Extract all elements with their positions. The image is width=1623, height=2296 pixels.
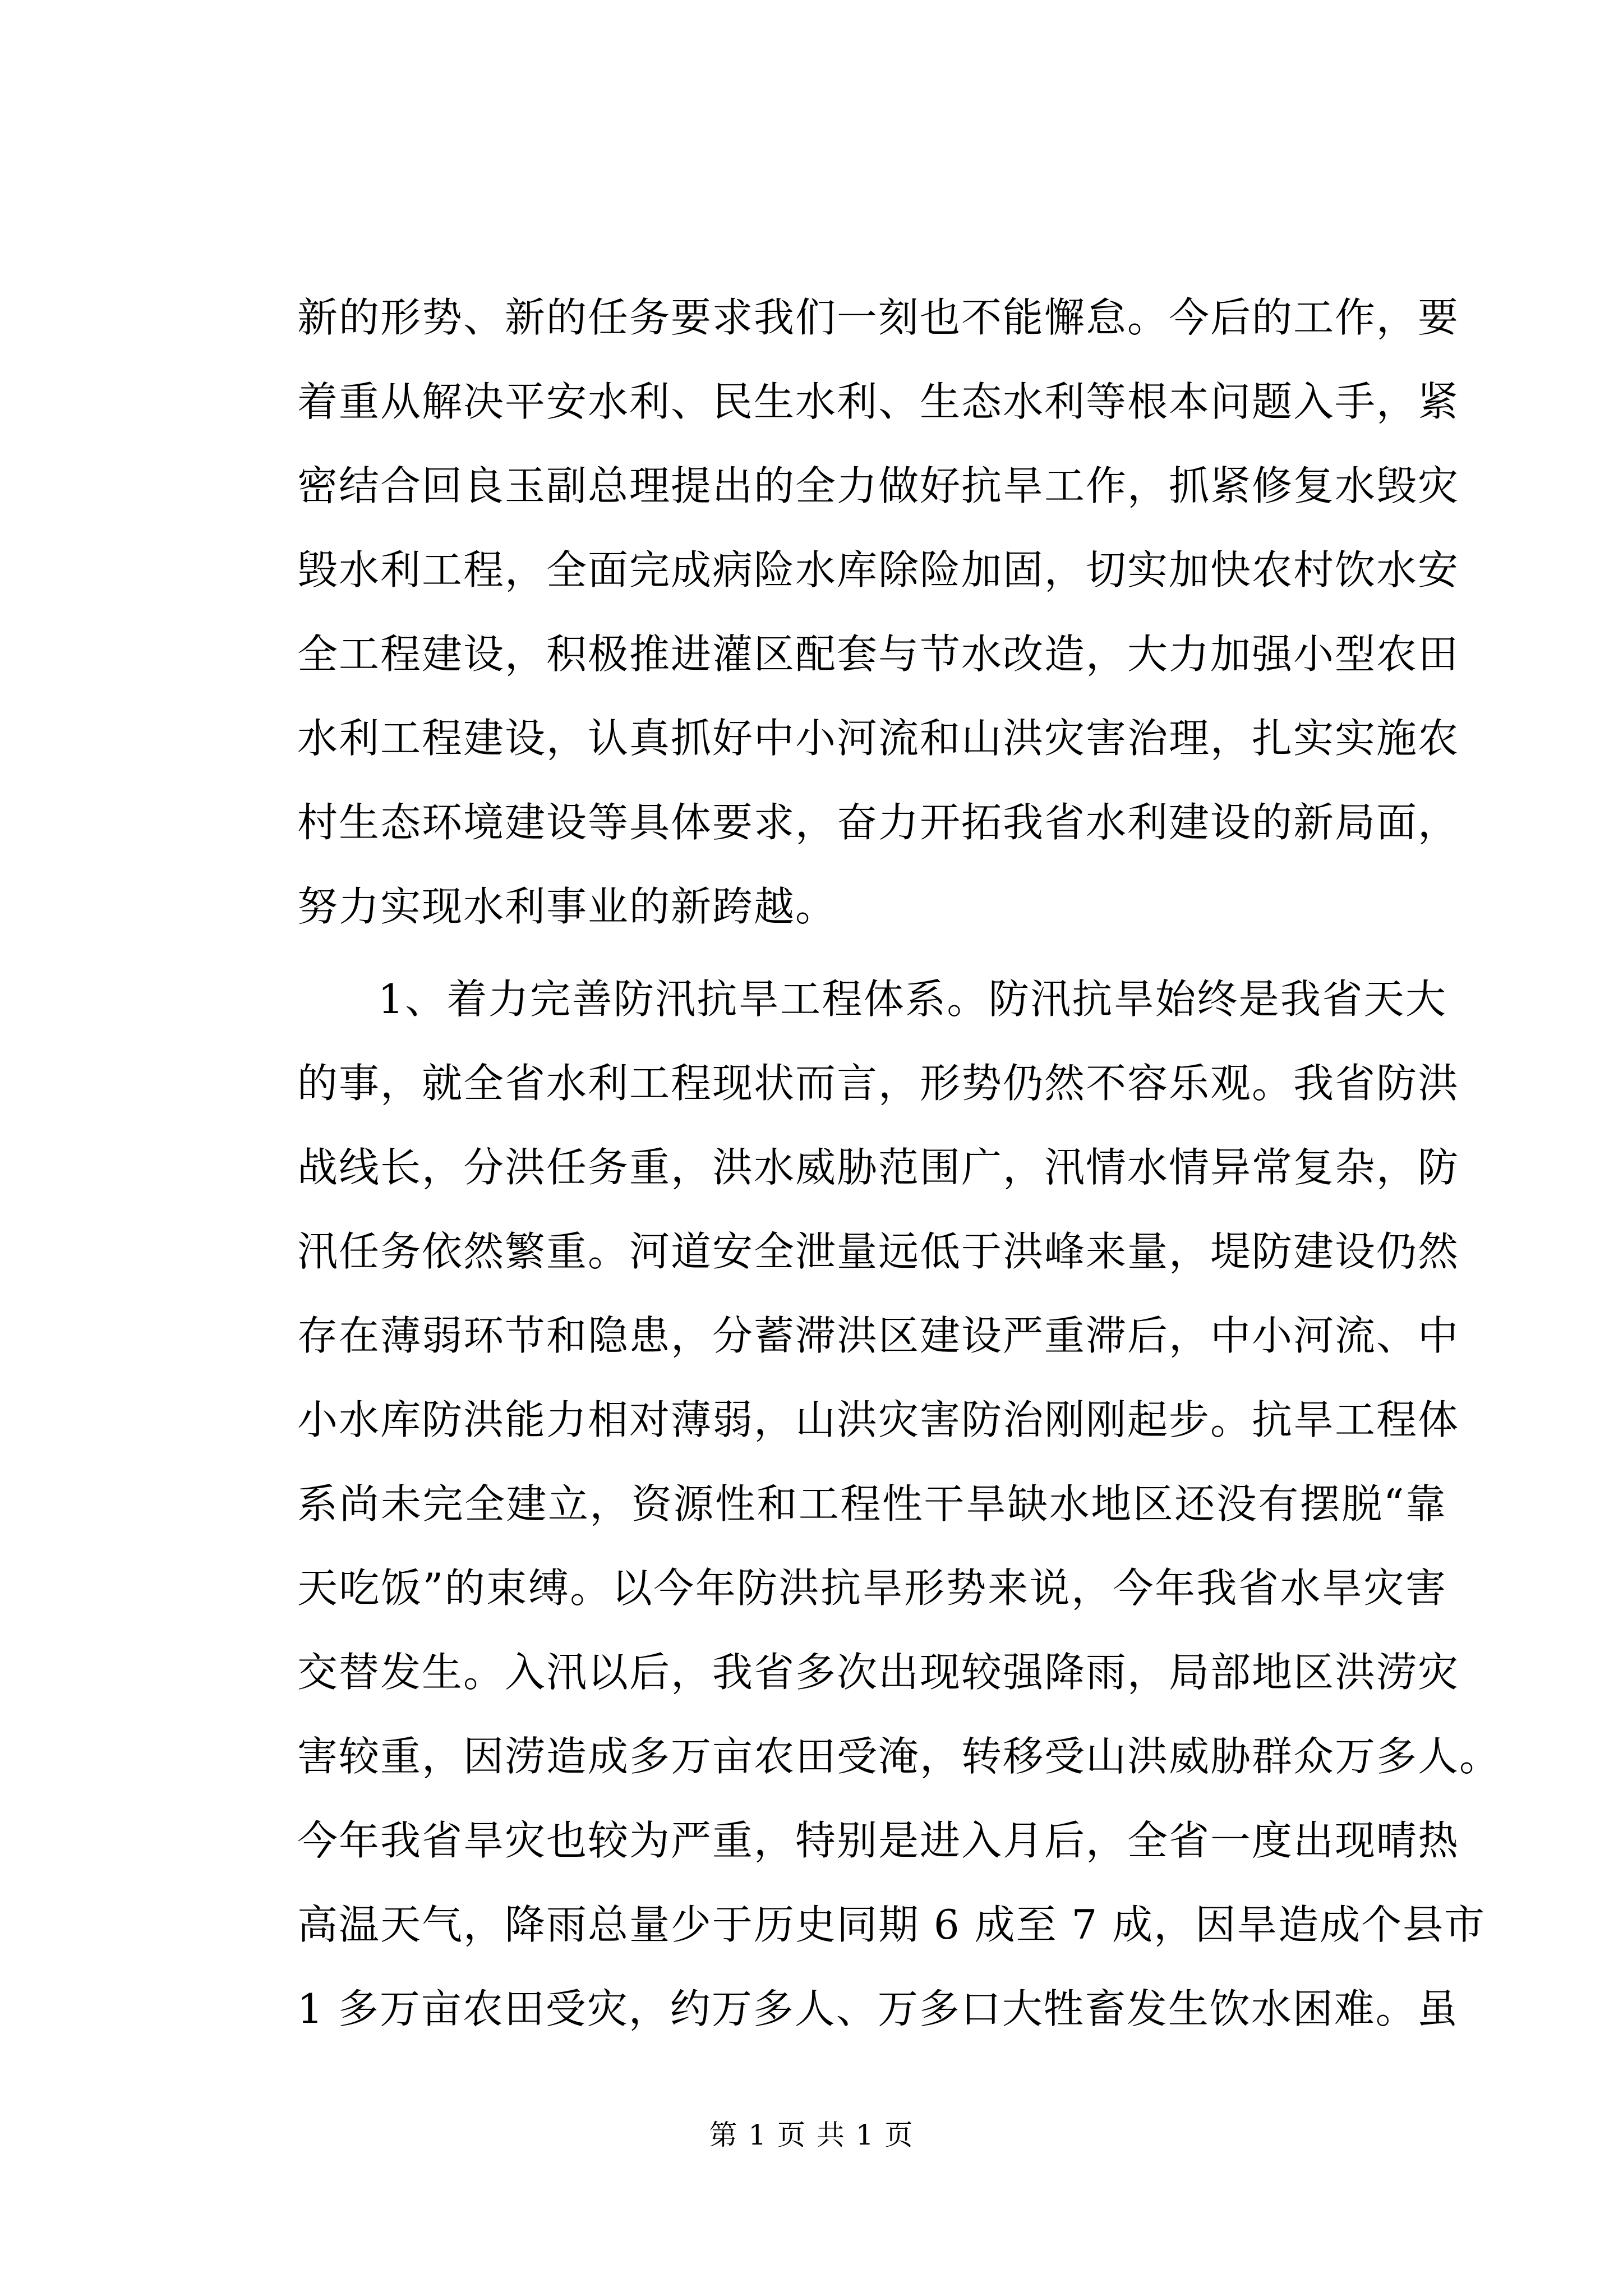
- text-line: 高温天气，降雨总量少于历史同期 6 成至 7 成，因旱造成个县市: [297, 1901, 1486, 1948]
- text-line: 系尚未完全建立，资源性和工程性干旱缺水地区还没有摆脱“靠: [297, 1480, 1447, 1527]
- text-line: 的事，就全省水利工程现状而言，形势仍然不容乐观。我省防洪: [297, 1060, 1460, 1107]
- text-line: 全工程建设，积极推进灌区配套与节水改造，大力加强小型农田: [297, 631, 1460, 678]
- text-line: 水利工程建设，认真抓好中小河流和山洪灾害治理，扎实实施农: [297, 715, 1460, 762]
- text-line: 1、着力完善防汛抗旱工程体系。防汛抗旱始终是我省天大: [378, 976, 1447, 1023]
- text-line: 新的形势、新的任务要求我们一刻也不能懈怠。今后的工作，要: [297, 294, 1460, 341]
- text-line: 汛任务依然繁重。河道安全泄量远低于洪峰来量，堤防建设仍然: [297, 1228, 1460, 1275]
- text-line: 存在薄弱环节和隐患，分蓄滞洪区建设严重滞后，中小河流、中: [297, 1312, 1460, 1359]
- text-line: 1 多万亩农田受灾，约万多人、万多口大牲畜发生饮水困难。虽: [297, 1985, 1459, 2032]
- text-line: 着重从解决平安水利、民生水利、生态水利等根本问题入手，紧: [297, 378, 1460, 425]
- text-line: 天吃饭”的束缚。以今年防洪抗旱形势来说，今年我省水旱灾害: [297, 1565, 1447, 1612]
- text-line: 今年我省旱灾也较为严重，特别是进入月后，全省一度出现晴热: [297, 1817, 1460, 1864]
- text-line: 交替发生。入汛以后，我省多次出现较强降雨，局部地区洪涝灾: [297, 1649, 1460, 1696]
- text-line: 害较重，因涝造成多万亩农田受淹，转移受山洪威胁群众万多人。: [297, 1733, 1501, 1780]
- page-number-footer: 第 1 页 共 1 页: [709, 2119, 914, 2151]
- text-line: 战线长，分洪任务重，洪水威胁范围广，汛情水情异常复杂，防: [297, 1144, 1460, 1191]
- text-line: 努力实现水利事业的新跨越。: [297, 883, 837, 930]
- text-line: 小水库防洪能力相对薄弱，山洪灾害防治刚刚起步。抗旱工程体: [297, 1396, 1460, 1443]
- text-line: 密结合回良玉副总理提出的全力做好抗旱工作，抓紧修复水毁灾: [297, 462, 1460, 509]
- text-line: 村生态环境建设等具体要求，奋力开拓我省水利建设的新局面，: [297, 799, 1460, 846]
- text-line: 毁水利工程，全面完成病险水库除险加固，切实加快农村饮水安: [297, 546, 1460, 593]
